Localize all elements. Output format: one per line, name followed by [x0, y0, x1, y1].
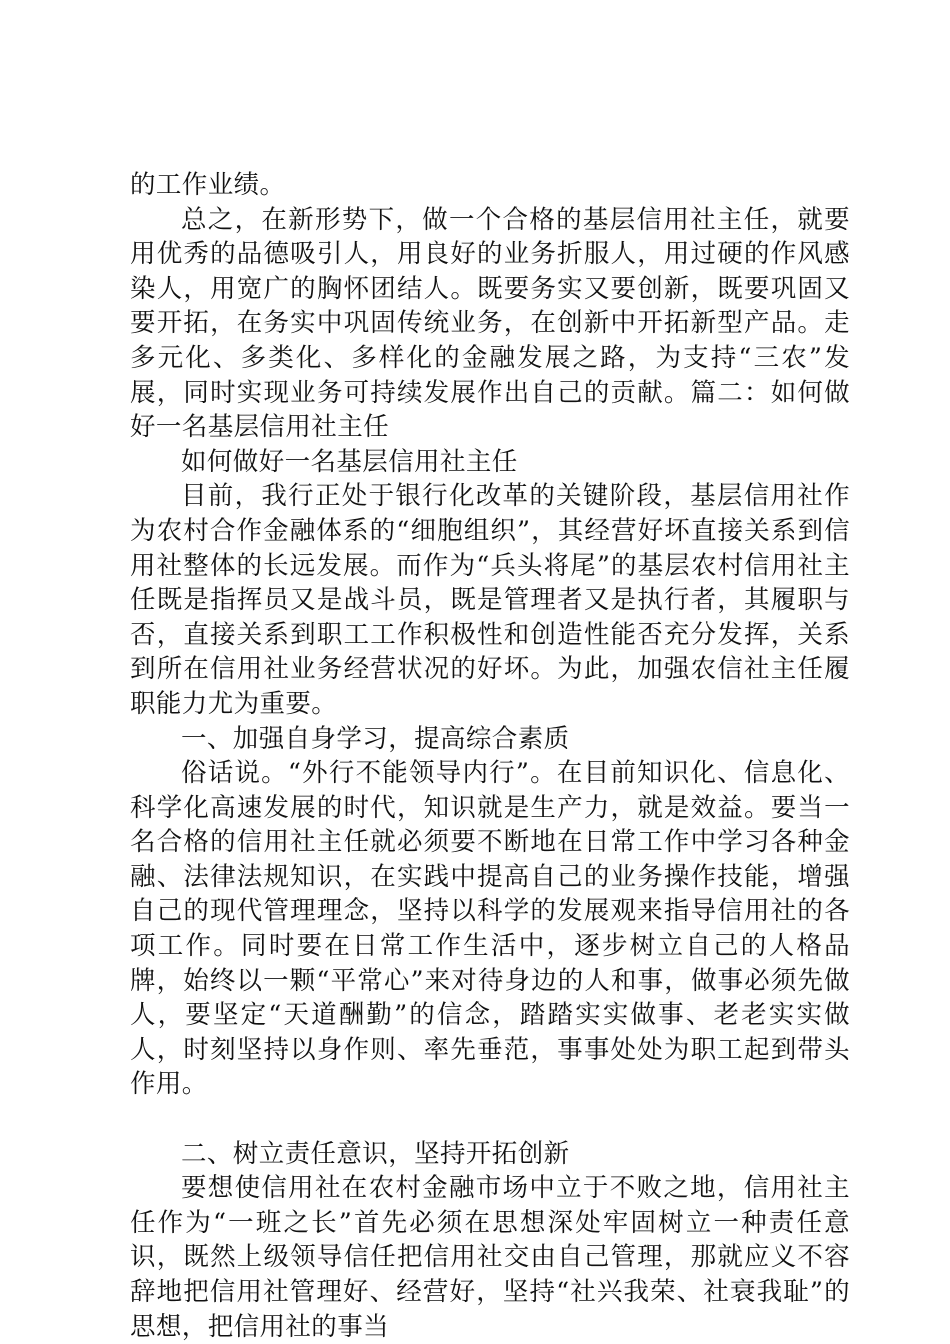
- heading-two: 二、树立责任意识，坚持开拓创新: [181, 1138, 570, 1169]
- heading-one: 一、加强自身学习，提高综合素质: [181, 723, 570, 754]
- document-body: [130, 168, 850, 1344]
- paragraph-responsibility: 要想使信用社在农村金融市场中立于不败之地，信用社主任作为“一班之长”首先必须在思想深处牢固树立一种责任意识，既然上级领导信任把信用社交由自己管理，那就应义不容辞地把信用社管理好、经营好，坚持“社兴我荣、社衰我耻”的思想，把信用社的事当: [130, 1173, 850, 1342]
- paragraph-study: 俗话说。“外行不能领导内行”。在目前知识化、信息化、科学化高速发展的时代，知识就是生产力，就是效益。要当一名合格的信用社主任就必须要不断地在日常工作中学习各种金融、法律法规知识，在实践中提高自己的业务操作技能，增强自己的现代管理理念，坚持以科学的发展观来指导信用社的各项工作。同时要在日常工作生活中，逐步树立自己的人格品牌，始终以一颗“平常心”来对待身边的人和事，做事必须先做人，要坚定“天道酬勤”的信念，踏踏实实做事、老老实实做人，时刻坚持以身作则、率先垂范，事事处处为职工起到带头作用。: [130, 758, 850, 1100]
- paragraph-summary: 总之，在新形势下，做一个合格的基层信用社主任，就要用优秀的品德吸引人，用良好的业务折服人，用过硬的作风感染人，用宽广的胸怀团结人。既要务实又要创新，既要巩固又要开拓，在务实中巩固传统业务，在创新中开拓新型产品。走多元化、多类化、多样化的金融发展之路，为支持“三农”发展，同时实现业务可持续发展作出自己的贡献。篇二：如何做好一名基层信用社主任: [130, 204, 850, 443]
- paragraph-continuation: 的工作业绩。: [130, 170, 286, 200]
- section-title: 如何做好一名基层信用社主任: [181, 446, 518, 477]
- paragraph-gap: [130, 1102, 850, 1137]
- paragraph-intro: 目前，我行正处于银行化改革的关键阶段，基层信用社作为农村合作金融体系的“细胞组织”，其经营好坏直接关系到信用社整体的长远发展。而作为“兵头将尾”的基层农村信用社主任既是指挥员又是战斗员，既是管理者又是执行者，其履职与否，直接关系到职工工作积极性和创造性能否充分发挥，关系到所在信用社业务经营状况的好坏。为此，加强农信社主任履职能力尤为重要。: [130, 481, 850, 719]
